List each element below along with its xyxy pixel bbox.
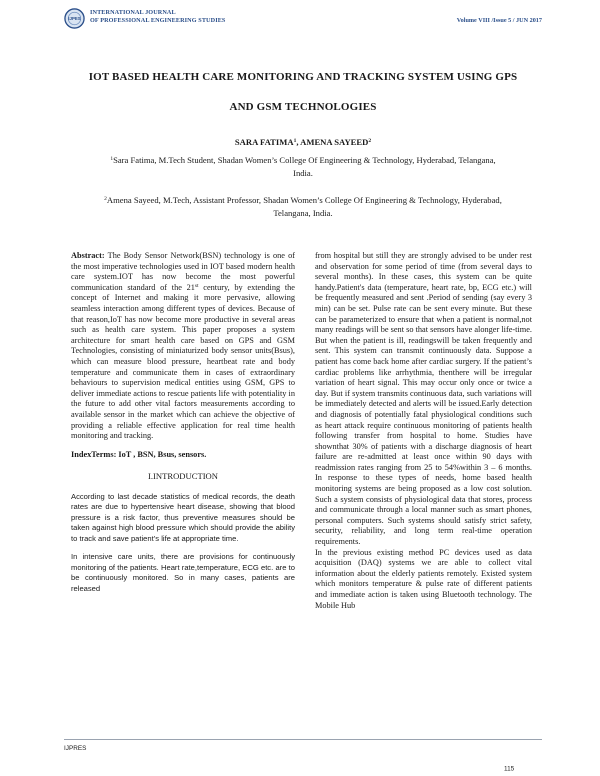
affil-2-line1: Amena Sayeed, M.Tech, Assistant Professor, Shadan Women’s College Of Engineering & Technology, Hyderabad, <box>106 195 502 205</box>
paper-title-line1: IOT BASED HEALTH CARE MONITORING AND TRACKING SYSTEM USING GPS <box>88 71 518 83</box>
journal-name-line1: INTERNATIONAL JOURNAL <box>90 9 176 16</box>
abstract-superscript: st <box>194 282 199 289</box>
footer-divider <box>64 739 542 740</box>
author-list <box>64 137 542 147</box>
author-2-affil-mark: 2 <box>368 138 372 144</box>
abstract <box>71 251 295 442</box>
affiliation-2 <box>64 194 542 220</box>
affil-1-line1: Sara Fatima, M.Tech Student, Shadan Women’s College Of Engineering & Technology, Hyderabad, Telangana, <box>113 155 496 165</box>
abstract-text-part1: The Body Sensor Network(BSN) technology is one of the most imperative technologies used in IOT based modern health care system.IOT has now become the most powerful communication standard of the 21 <box>71 251 295 292</box>
paper-title-line2: AND GSM TECHNOLOGIES <box>229 101 377 113</box>
right-column <box>315 251 532 611</box>
footer-publisher: IJPRES <box>64 745 87 752</box>
author-2: , AMENA SAYEED <box>296 137 369 147</box>
body-paragraph-1: from hospital but still they are strongly advised to be under rest and observation for some period of time (from several days to several months). In these cases, this system can be quite handy.Patient's data (temperature, heart rate, bp, ECG etc.) will be frequently measured and sent .Period of sending (say every 3 min) can be set. Pulse rate can be sent every minute. But these can be parameterized to ensure that when a patient is normal,not many readings will be sent so that sensors have alonger life-time. But when the patient is ill, readingswill be taken frequently and sent. This system can transmit continuously data. Suppose a patient has come back home after cardiac surgery. If the patient’s cardiac problems like arrhythmia, thenthere will be irregular variation of heart signal. This may occur only once or twice a day. But if system transmits continuous data, such variations will be immediately detected and alerts will be issued.Early detection and diagnosis of potentially fatal physiological conditions such as heart attack require continuous monitoring of patients health following transfer from hospital to home. Studies have shownthat 30% of patients with a discharge diagnosis of heart failure are re-admitted at least once within 90 days with readmission rates ranging from 25 to 54%within 3 – 6 months. In response to these types of needs, home based health monitoring systems are being proposed as a low cost solution. Such a system consists of physiological data that stores, process and communicate through a local manner such as smart phones, personal computers. Such systems should satisfy strict safety, security, reliability, and long term real-time operation requirements. <box>315 251 532 547</box>
journal-logo-icon <box>64 8 85 29</box>
affil-2-mark: 2 <box>104 196 107 202</box>
intro-paragraph-1: According to last decade statistics of medical records, the death rates are due to hypertensive heart disease, showing that blood pressure is a risk factor, thus preventive measures should be taken against high blood pressure which should provide the ability to track and save patient’s life at appropriate time. <box>71 491 295 543</box>
intro-paragraph-2: In intensive care units, there are provisions for continuously monitoring of the patients. Heart rate,temperature, ECG etc. are to be continuously monitored. So in many cases, patients are released <box>71 552 295 593</box>
abstract-text-part2: century, by extending the concept of Internet and making it more pervasive, allowing seamless interaction among different types of devices. Because of that reason,IoT has now become more productive in several areas such as health care system. This paper proposes a system architecture for smart health care based on GPS and GSM Technologies, consisting of miniaturized body sensor units(Bsus), which can measure blood pressure, heartbeat rate and body temperature and communicate them in cases of extraordinary behaviours to supervision medical entities using GSM, GPS to deliver immediate actions to rescue patients life with potentiality in the future to add other vital factors measurements according to available sensor in the market which can achieve the objective of providing a reliable effective application for real time health monitoring and tracking. <box>71 282 295 441</box>
affil-2-line2: Telangana, India. <box>273 208 333 218</box>
index-terms: IndexTerms: IoT , BSN, Bsus, sensors. <box>71 449 207 459</box>
author-1: SARA FATIMA <box>234 137 294 147</box>
page-number: 115 <box>504 765 515 773</box>
volume-issue: Volume VIII /Issue 5 / JUN 2017 <box>456 17 542 24</box>
logo-text: IJPES <box>68 16 81 22</box>
journal-header <box>64 8 542 30</box>
affil-1-line2: India. <box>293 168 313 178</box>
author-1-affil-mark: 1 <box>293 138 297 144</box>
journal-name <box>90 9 225 25</box>
journal-name-line2: OF PROFESSIONAL ENGINEERING STUDIES <box>90 17 226 24</box>
abstract-label: Abstract: <box>71 251 105 260</box>
left-column <box>71 251 295 594</box>
affiliation-1 <box>64 154 542 180</box>
affil-1-mark: 1 <box>110 156 114 162</box>
body-paragraph-2: In the previous existing method PC devices used as data acquisition (DAQ) systems we are able to collect vital information about the elderly patients remotely. Existed system which monitors temperature & pulse rate of different patients and immediate action is taken using Bluetooth technology. The Mobile Hub <box>315 547 532 610</box>
intro-heading: I.INTRODUCTION <box>148 471 218 482</box>
